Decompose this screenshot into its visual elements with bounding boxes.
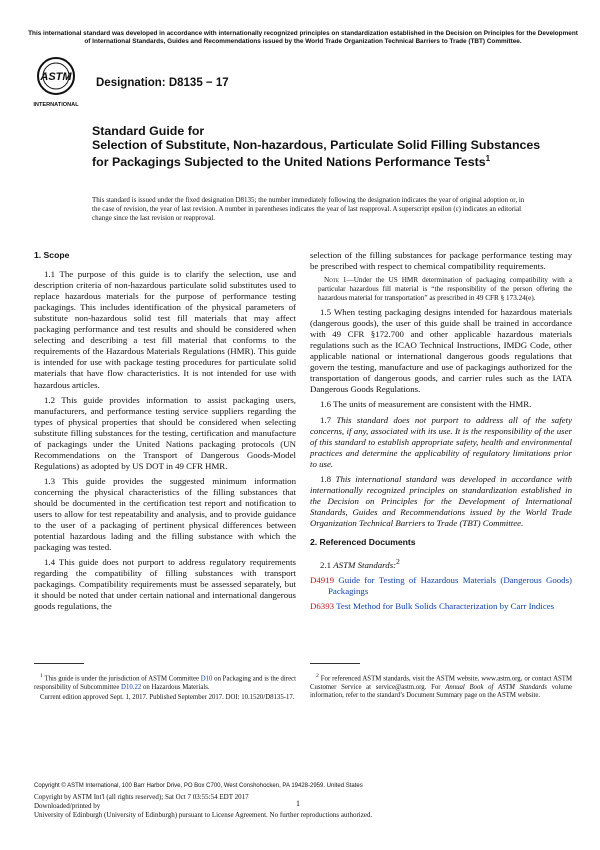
- footnote-1-part-b: on Packaging and is the direct responsibility of Subcommittee: [34, 675, 296, 691]
- standards-notice: This international standard was developed in accordance with internationally recognized principles on standardization established in the Decision on Principles for the Development of International Standards, Guides and Recommendations issued by the World Trade Organization Technical Barriers to Trade (TBT) Committee.: [28, 30, 578, 45]
- paragraph-1-1: 1.1 The purpose of this guide is to clarify the selection, use and description criteria of non-hazardous particulate solid substitutes used to replace hazardous materials for the purpose of performance testing packagings. This includes identification of the physical parameters of substitute non-hazardous solid test fill materials that may affect packaging performance and test results and should be considered when selecting and describing a test fill material that conforms to the requirements of the Hazardous Materials Regulations (HMR). This guide is intended for use with package testing procedures for particulate solid materials that have flow characteristics. It is not intended for use with hazardous articles.: [34, 269, 296, 390]
- paragraph-1-7-num: 1.7: [320, 414, 332, 425]
- paragraph-1-8-num: 1.8: [320, 473, 332, 484]
- footnote-1: [34, 672, 296, 704]
- note-text: —Under the US HMR determination of packaging compatibility with a particular hazardous fill material is “the responsibility of the person offering the hazardous material for transportation” as prescribed in 49 CFR § 173.24(e).: [318, 276, 572, 303]
- note-1: [310, 276, 572, 303]
- paragraph-2-1-text: ASTM Standards:: [333, 559, 397, 570]
- paragraph-1-4-cont: selection of the filling substances for package performance testing may be prescribed with respect to chemical compatibility requirements.: [310, 250, 572, 272]
- footnote-2-part-b: volume information, refer to the standard’s Document Summary page on the ASTM website.: [310, 683, 572, 700]
- paragraph-1-8: [310, 474, 572, 529]
- title-line1: Standard Guide for: [92, 124, 205, 138]
- download-line-2: Downloaded/printed by: [34, 801, 101, 810]
- reference-code[interactable]: D6393: [310, 601, 335, 612]
- paragraph-1-4: 1.4 This guide does not purport to address regulatory requirements regarding the compatibility of filling substances with transport packagings. Compatibility requirements must be assessed separately, but it should be noted that under certain national and international dangerous goods regulations, the: [34, 557, 296, 612]
- issued-statement: This standard is issued under the fixed designation D8135; the number immediately following the designation indicates the year of original adoption or, in the case of revision, the year of last revision. A number in parentheses indicates the year of last reapproval. A superscript epsilon (ε) indicates an editorial change since the last revision or reapproval.: [92, 196, 525, 223]
- logo-subtext: INTERNATIONAL: [33, 102, 79, 108]
- footnote-2-part-a: For referenced ASTM standards, visit the ASTM website, www.astm.org, or contact ASTM Customer Service at service@astm.org. For: [310, 675, 572, 691]
- footnote-1-edition: Current edition approved Sept. 1, 2017. Published September 2017. DOI: 10.1520/D8135-17.: [40, 694, 295, 702]
- paragraph-2-1: [310, 556, 572, 571]
- section-heading-references: 2. Referenced Documents: [310, 536, 416, 547]
- designation: Designation: D8135 − 17: [96, 77, 229, 89]
- document-title: [92, 124, 542, 170]
- paragraph-1-8-text: This international standard was developed in accordance with internationally recognized principles on standardization established in the Decision on Principles for the Development of International Standards, Guides and Recommendations issued by the World Trade Organization Technical Barriers to Trade (TBT) Committee.: [310, 473, 572, 528]
- paragraph-1-3: 1.3 This guide provides the suggested minimum information concerning the physical characteristics of the filling substances that should be documented in the certification test report and notification to users to allow for test repeatability and analysis, and to provide guidance to the user of a packaging of pertinent physical differences between potential hazardous lading and the filling substance with which the packaging was tested.: [34, 475, 296, 553]
- paragraph-1-6: 1.6 The units of measurement are consistent with the HMR.: [320, 399, 532, 410]
- paragraph-1-5: 1.5 When testing packaging designs intended for hazardous materials (dangerous goods), the user of this guide shall be trained in accordance with 49 CFR §172.700 and other applicable hazardous materials regulations such as the ICAO Technical Instructions, IMDG Code, other applicable national or international dangerous goods regulations that govern the testing, manufacture and use of packagings authorized for the transportation of dangerous goods, and carrier rules such as the IATA Dangerous Goods Regulations.: [310, 307, 572, 395]
- paragraph-1-2: 1.2 This guide provides information to assist packaging users, manufacturers, and performance testing service suppliers regarding the types of physical properties that should be considered when selecting substitute filling substances for the testing, certification and manufacture of packagings under the United Nations packaging protocols (UN Recommendations on the Transport of Dangerous Goods-Model Regulations) as adopted by US DOT in 49 CFR HMR.: [34, 394, 296, 471]
- paragraph-2-1-num: 2.1: [320, 559, 332, 570]
- footnote-2-text: $^2$ For referenced ASTM standards, visit the ASTM website, www.astm.org, or contact ASTM Customer Service at service@astm.org. For Annual Book of ASTM Standards volume information, refer to the standard’s Document Summary page on the ASTM website.: [310, 673, 572, 700]
- reference-title[interactable]: Test Method for Bulk Solids Characterization by Carr Indices: [336, 601, 555, 612]
- paragraph-1-7: [310, 415, 572, 470]
- subcommittee-link[interactable]: D10.22: [121, 683, 142, 691]
- title-main: Selection of Substitute, Non-hazardous, Particulate Solid Filling Substances for Packagings Subjected to the United Nations Performance Tests: [92, 138, 541, 170]
- footnote-2-italic: Annual Book of ASTM Standards: [445, 683, 547, 691]
- right-column: [310, 250, 572, 616]
- note-label: Note 1: [324, 276, 347, 285]
- committee-d10-link[interactable]: D10: [200, 675, 213, 683]
- paragraph-1-7-text: This standard does not purport to address all of the safety concerns, if any, associated with its use. It is the responsibility of the user of this standard to establish appropriate safety, health and environmental practices and determine the applicability of regulatory limitations prior to use.: [310, 414, 572, 469]
- copyright-line: Copyright © ASTM International, 100 Barr Harbor Drive, PO Box C700, West Conshohocken, PA 19428-2959. United States: [34, 783, 363, 789]
- astm-logo: [32, 54, 80, 110]
- paragraph-2-1-sup: 2: [396, 557, 400, 567]
- footnote-rule-left: [34, 663, 84, 664]
- footnote-1-text: $^1$ This guide is under the jurisdiction of ASTM Committee D10 on Packaging and is the direct responsibility of Subcommittee D10.22 on Hazardous Materials.: [34, 673, 296, 691]
- page-number: 1: [296, 799, 300, 808]
- reference-d4919[interactable]: [310, 575, 572, 597]
- title-footnote-mark: 1: [485, 154, 491, 164]
- reference-d6393[interactable]: [310, 601, 572, 612]
- download-line-3: University of Edinburgh (University of Edinburgh) pursuant to License Agreement. No further reproductions authorized.: [34, 810, 373, 819]
- footnote-1-part-a: This guide is under the jurisdiction of ASTM Committee: [44, 675, 200, 683]
- logo-text: ASTM: [40, 71, 72, 83]
- download-line-1: Copyright by ASTM Int'l (all rights reserved); Sat Oct 7 03:55:54 EDT 2017: [34, 793, 249, 801]
- download-info: [34, 793, 372, 819]
- reference-code[interactable]: D4919: [310, 575, 335, 586]
- footnote-2: [310, 672, 572, 702]
- left-column: [34, 250, 296, 616]
- section-heading-scope: 1. Scope: [34, 250, 70, 260]
- footnote-1-part-c: on Hazardous Materials.: [142, 683, 210, 691]
- reference-title[interactable]: Guide for Testing of Hazardous Materials (Dangerous Goods) Packagings: [328, 575, 572, 597]
- footnote-rule-right: [310, 663, 360, 664]
